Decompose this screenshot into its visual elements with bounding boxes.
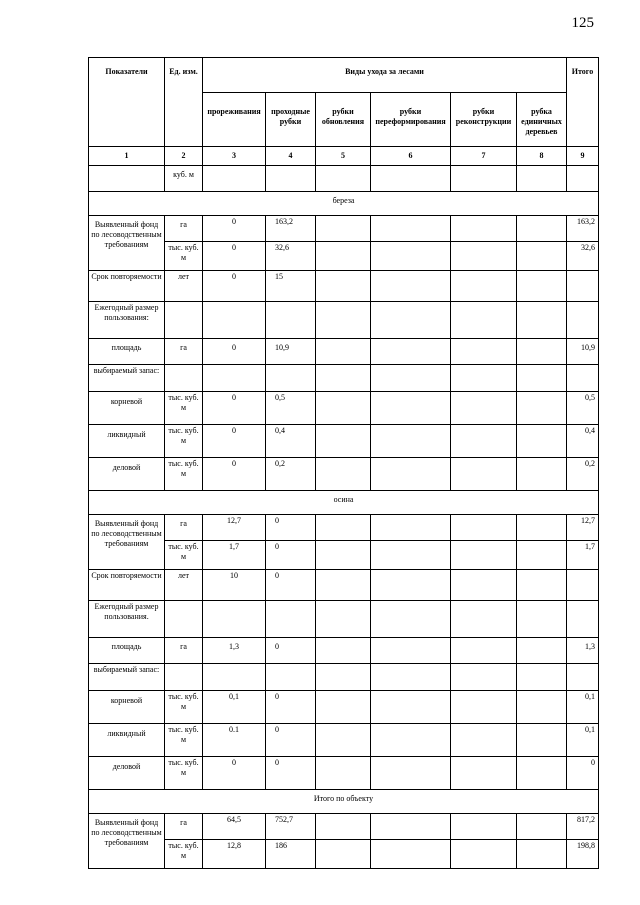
page-number: 125 [571,15,594,31]
empty-cell [316,216,371,242]
empty-cell [203,365,266,392]
empty-cell [451,664,517,691]
empty-cell [567,302,599,339]
col-number: 8 [517,147,567,166]
total-cell: 10,9 [567,339,599,365]
row-label-fund: Выявленный фонд по лесоводственным требованиям [89,216,165,271]
empty-cell [371,425,451,458]
empty-cell [451,757,517,790]
empty-cell [371,166,451,192]
empty-cell [517,425,567,458]
row-label-period: Срок повторяемости [89,271,165,302]
empty-cell [316,664,371,691]
empty-cell [517,691,567,724]
empty-cell [266,166,316,192]
empty-cell [316,458,371,491]
empty-cell [451,541,517,570]
empty-cell [517,664,567,691]
header-type-thinning: прореживания [203,93,266,147]
empty-cell [567,271,599,302]
header-types-title: Виды ухода за лесами [203,58,567,93]
col-number: 2 [165,147,203,166]
empty-cell [316,271,371,302]
row-label-period: Срок повторяемости [89,570,165,601]
row-label-business: деловой [89,458,165,491]
header-type-passage: проходные рубки [266,93,316,147]
empty-cell [451,302,517,339]
empty-cell [517,515,567,541]
header-indicators: Показатели [89,58,165,147]
section-title-total: Итого по объекту [89,790,599,814]
total-cell: 0,1 [567,691,599,724]
empty-cell [451,339,517,365]
empty-cell [371,339,451,365]
empty-cell [517,724,567,757]
value-cell: 15 [266,271,316,302]
empty-cell [371,271,451,302]
empty-cell [316,638,371,664]
header-unit: Ед. изм. [165,58,203,147]
value-cell: 12,8 [203,840,266,869]
row-label-root: корневой [89,392,165,425]
empty-cell [266,302,316,339]
forest-care-table [88,57,599,869]
empty-cell [371,242,451,271]
empty-cell [316,814,371,840]
empty-cell [567,601,599,638]
empty-cell [316,392,371,425]
unit-cell: тыс. куб. м [165,541,203,570]
empty-cell [517,757,567,790]
col-number: 4 [266,147,316,166]
empty-cell [316,541,371,570]
row-label-business: деловой [89,757,165,790]
value-cell: 0 [203,392,266,425]
value-cell: 12,7 [203,515,266,541]
empty-cell [451,392,517,425]
col-number: 3 [203,147,266,166]
empty-cell [371,458,451,491]
value-cell: 0 [266,638,316,664]
empty-cell [517,339,567,365]
empty-cell [517,166,567,192]
empty-cell [451,365,517,392]
empty-cell [517,365,567,392]
empty-cell [517,242,567,271]
empty-cell [371,757,451,790]
empty-cell [316,365,371,392]
empty-cell [517,814,567,840]
col-number: 1 [89,147,165,166]
header-type-single-trees: рубка единичных деревьев [517,93,567,147]
unit-cell: тыс. куб. м [165,757,203,790]
row-label-root: корневой [89,691,165,724]
col-number: 6 [371,147,451,166]
empty-cell [517,638,567,664]
empty-cell [451,271,517,302]
empty-cell [517,216,567,242]
empty-cell [316,840,371,869]
value-cell: 0 [266,724,316,757]
total-cell: 32,6 [567,242,599,271]
unit-cell: тыс. куб. м [165,724,203,757]
section-title-birch: береза [89,192,599,216]
empty-cell [371,541,451,570]
empty-cell [451,242,517,271]
empty-cell [451,570,517,601]
empty-cell [316,724,371,757]
row-label-stock: выбираемый запас: [89,365,165,392]
value-cell: 752,7 [266,814,316,840]
value-cell: 0.1 [203,724,266,757]
empty-cell [203,166,266,192]
total-cell: 0,4 [567,425,599,458]
empty-cell [165,601,203,638]
unit-cell: га [165,339,203,365]
col-number: 7 [451,147,517,166]
row-label-fund: Выявленный фонд по лесоводственным требованиям [89,515,165,570]
row-label-annual: Ежегодный размер пользования. [89,601,165,638]
empty-cell [203,302,266,339]
empty-cell [567,365,599,392]
unit-cell: лет [165,570,203,601]
unit-cell: тыс. куб. м [165,458,203,491]
empty-cell [371,691,451,724]
value-cell: 186 [266,840,316,869]
empty-cell [451,840,517,869]
unit-cell: га [165,814,203,840]
value-cell: 0 [266,515,316,541]
value-cell: 0 [266,691,316,724]
empty-cell [165,664,203,691]
empty-cell [316,166,371,192]
empty-cell [451,691,517,724]
total-cell: 0,2 [567,458,599,491]
unit-cell: тыс. куб. м [165,691,203,724]
col-number: 5 [316,147,371,166]
header-total: Итого [567,58,599,147]
empty-cell [451,601,517,638]
unit-cell: тыс. куб. м [165,840,203,869]
value-cell: 0 [203,339,266,365]
total-cell: 198,8 [567,840,599,869]
value-cell: 32,6 [266,242,316,271]
value-cell: 0 [266,570,316,601]
empty-cell [517,458,567,491]
value-cell: 0 [203,271,266,302]
empty-cell [316,339,371,365]
empty-cell [316,570,371,601]
value-cell: 64,5 [203,814,266,840]
value-cell: 0 [203,425,266,458]
empty-cell [371,601,451,638]
empty-cell [371,664,451,691]
empty-cell [451,638,517,664]
value-cell: 0 [266,541,316,570]
value-cell: 0 [203,458,266,491]
empty-cell [567,166,599,192]
total-cell: 1,3 [567,638,599,664]
row-label-area: площадь [89,339,165,365]
header-type-reconstruction: рубки реконструкции [451,93,517,147]
row-label-liquid: ликвидный [89,724,165,757]
empty-cell [451,458,517,491]
empty-cell [165,302,203,339]
value-cell: 0 [203,216,266,242]
unit-cell: тыс. куб. м [165,392,203,425]
total-cell: 0,5 [567,392,599,425]
row-label-fund: Выявленный фонд по лесоводственным требованиям [89,814,165,869]
header-type-reformation: рубки переформирования [371,93,451,147]
empty-cell [316,601,371,638]
empty-cell [266,664,316,691]
unit-cell: тыс. куб. м [165,242,203,271]
section-title-aspen: осина [89,491,599,515]
empty-cell [567,664,599,691]
value-cell: 0,2 [266,458,316,491]
value-cell: 0 [203,757,266,790]
total-cell: 1,7 [567,541,599,570]
empty-cell [371,814,451,840]
col-number: 9 [567,147,599,166]
empty-cell [517,541,567,570]
empty-cell [316,691,371,724]
value-cell: 1,3 [203,638,266,664]
empty-cell [316,425,371,458]
unit-cell: куб. м [165,166,203,192]
value-cell: 0 [266,757,316,790]
value-cell: 0,5 [266,392,316,425]
value-cell: 0,4 [266,425,316,458]
header-type-renewal: рубки обновления [316,93,371,147]
empty-cell [316,242,371,271]
row-label-stock: выбираемый запас: [89,664,165,691]
empty-cell [451,724,517,757]
unit-cell: га [165,216,203,242]
value-cell: 163,2 [266,216,316,242]
empty-cell [371,638,451,664]
empty-cell [165,365,203,392]
row-label-annual: Ежегодный размер пользования: [89,302,165,339]
value-cell: 10 [203,570,266,601]
empty-cell [517,601,567,638]
empty-cell [451,515,517,541]
value-cell: 1,7 [203,541,266,570]
unit-cell: лет [165,271,203,302]
empty-cell [371,392,451,425]
unit-cell: тыс. куб. м [165,425,203,458]
total-cell: 0 [567,757,599,790]
empty-cell [517,570,567,601]
empty-cell [371,365,451,392]
empty-cell [451,814,517,840]
empty-cell [266,365,316,392]
empty-cell [371,302,451,339]
empty-cell [451,216,517,242]
empty-cell [316,757,371,790]
empty-cell [316,302,371,339]
table-cell [89,166,165,192]
empty-cell [203,601,266,638]
value-cell: 0,1 [203,691,266,724]
empty-cell [371,216,451,242]
empty-cell [266,601,316,638]
empty-cell [371,515,451,541]
empty-cell [567,570,599,601]
value-cell: 0 [203,242,266,271]
empty-cell [371,570,451,601]
row-label-liquid: ликвидный [89,425,165,458]
empty-cell [316,515,371,541]
unit-cell: га [165,515,203,541]
empty-cell [517,392,567,425]
total-cell: 0,1 [567,724,599,757]
total-cell: 163,2 [567,216,599,242]
value-cell: 10,9 [266,339,316,365]
total-cell: 12,7 [567,515,599,541]
empty-cell [451,425,517,458]
empty-cell [517,271,567,302]
row-label-area: площадь [89,638,165,664]
empty-cell [451,166,517,192]
empty-cell [517,840,567,869]
total-cell: 817,2 [567,814,599,840]
unit-cell: га [165,638,203,664]
empty-cell [371,840,451,869]
empty-cell [517,302,567,339]
empty-cell [371,724,451,757]
empty-cell [203,664,266,691]
